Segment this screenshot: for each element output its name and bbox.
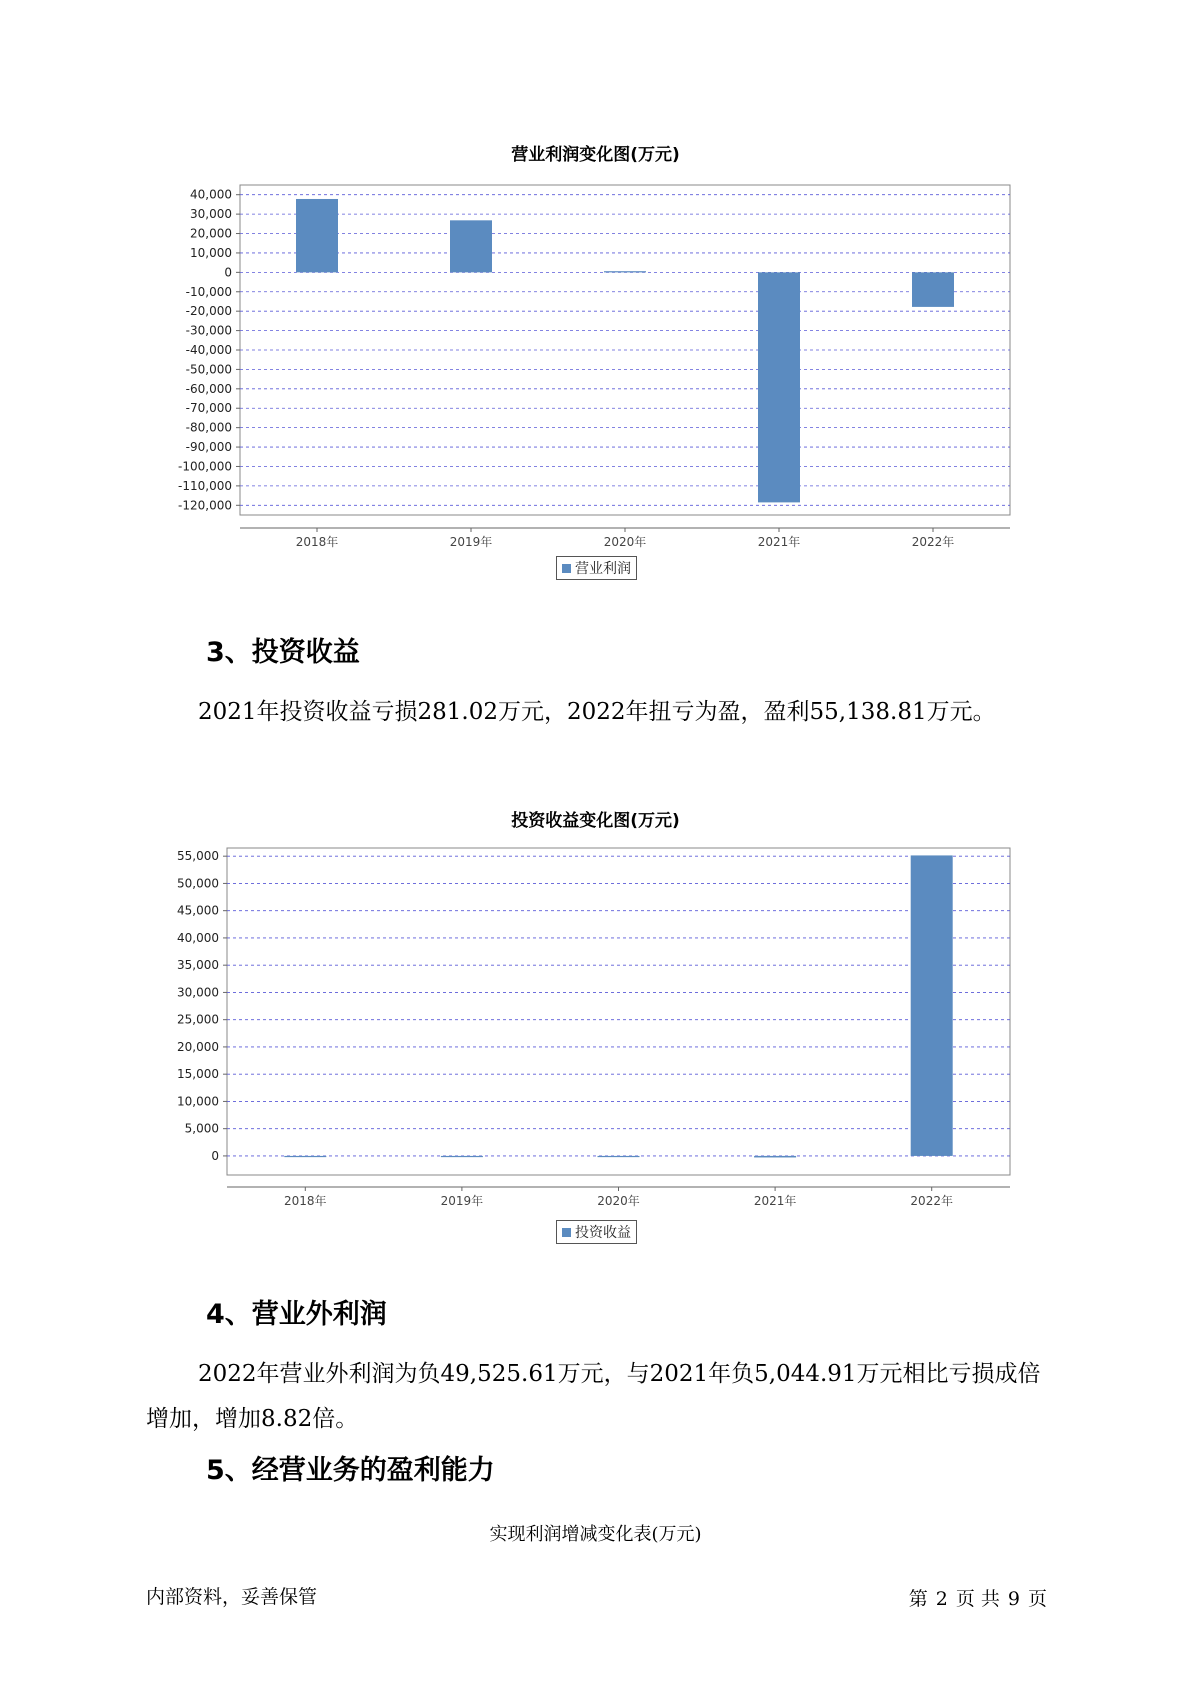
table-caption: 实现利润增减变化表(万元) <box>489 1524 702 1545</box>
y-tick-label: -20,000 <box>185 304 232 319</box>
y-tick-label: 25,000 <box>177 1012 219 1027</box>
footer-page-number: 第 2 页 共 9 页 <box>908 1588 1047 1610</box>
x-tick-label: 2020年 <box>597 1194 640 1208</box>
bar <box>284 1156 326 1157</box>
y-tick-label: 35,000 <box>177 958 219 973</box>
y-tick-label: 20,000 <box>190 226 232 241</box>
y-tick-label: 10,000 <box>190 245 232 260</box>
y-tick-label: 0 <box>211 1148 219 1163</box>
y-tick-label: 50,000 <box>177 876 219 891</box>
y-tick-label: 5,000 <box>184 1121 219 1136</box>
section5-heading: 5、经营业务的盈利能力 <box>206 1455 495 1486</box>
y-tick-label: -60,000 <box>185 381 232 396</box>
legend-swatch-icon <box>562 1228 571 1237</box>
x-tick-label: 2019年 <box>440 1194 484 1208</box>
x-tick-label: 2022年 <box>910 1194 953 1208</box>
y-tick-label: 40,000 <box>177 930 219 945</box>
footer-confidential-note: 内部资料，妥善保管 <box>146 1586 318 1608</box>
y-tick-label: 40,000 <box>190 187 232 202</box>
x-tick-label: 2018年 <box>284 1194 327 1208</box>
y-tick-label: 45,000 <box>177 903 219 918</box>
section4-heading: 4、营业外利润 <box>206 1299 387 1330</box>
y-tick-label: 55,000 <box>177 849 219 864</box>
y-tick-label: 30,000 <box>177 985 219 1000</box>
x-tick-label: 2021年 <box>753 1194 797 1208</box>
plot-area <box>227 848 1010 1175</box>
y-tick-label: -30,000 <box>185 323 232 338</box>
bar <box>911 855 953 1156</box>
y-tick-label: -80,000 <box>185 420 232 435</box>
chart2-title: 投资收益变化图(万元) <box>511 811 680 831</box>
y-tick-label: -70,000 <box>185 401 232 416</box>
y-tick-label: -110,000 <box>178 478 232 493</box>
y-tick-label: 30,000 <box>190 207 232 222</box>
x-tick-label: 2020年 <box>603 535 647 549</box>
y-tick-label: 10,000 <box>177 1094 219 1109</box>
chart1-legend-label: 营业利润 <box>575 561 631 577</box>
section4-paragraph: 2022年营业外利润为负49,525.61万元，与2021年负5,044.91万元相比亏损成倍增加，增加8.82倍。 <box>146 1361 1041 1432</box>
y-tick-label: 0 <box>224 265 232 280</box>
bar <box>598 1156 640 1157</box>
y-tick-label: 15,000 <box>177 1067 219 1082</box>
bar <box>441 1156 483 1157</box>
y-tick-label: -10,000 <box>185 284 232 299</box>
y-tick-label: -120,000 <box>178 498 232 513</box>
y-tick-label: -100,000 <box>178 459 232 474</box>
y-tick-label: -90,000 <box>185 440 232 455</box>
x-tick-label: 2019年 <box>449 535 493 549</box>
y-tick-label: -50,000 <box>185 362 232 377</box>
x-tick-label: 2022年 <box>911 535 955 549</box>
section3-heading: 3、投资收益 <box>206 637 360 668</box>
bar <box>754 1156 796 1158</box>
y-tick-label: -40,000 <box>185 343 232 357</box>
chart1-title: 营业利润变化图(万元) <box>511 145 680 165</box>
section3-paragraph: 2021年投资收益亏损281.02万元，2022年扭亏为盈，盈利55,138.81万元。 <box>198 699 996 725</box>
y-tick-label: 20,000 <box>177 1039 219 1054</box>
chart2-legend <box>556 1220 637 1244</box>
x-tick-label: 2018年 <box>295 535 339 549</box>
chart2-legend-label: 投资收益 <box>575 1225 631 1241</box>
x-tick-label: 2021年 <box>757 535 801 549</box>
